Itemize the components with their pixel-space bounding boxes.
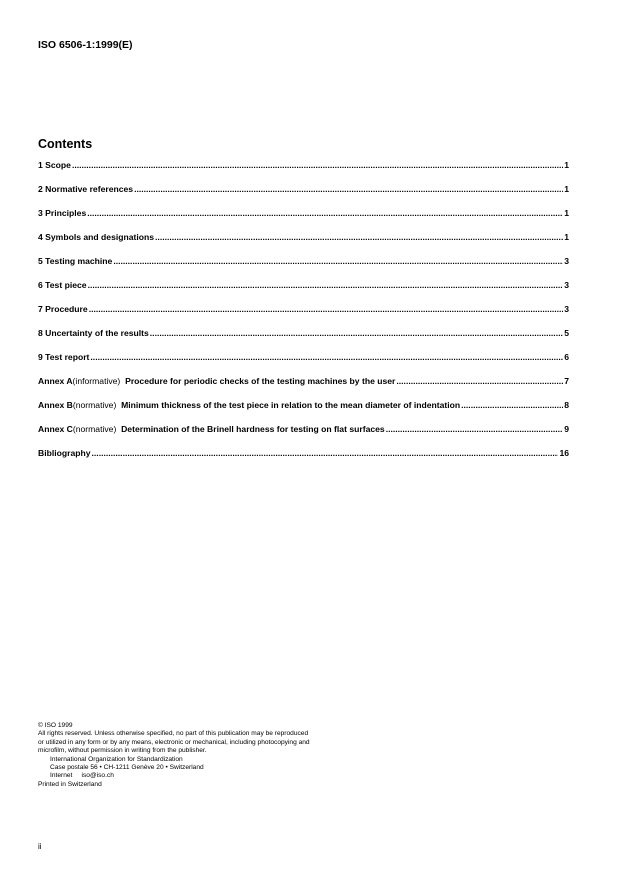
toc-entry-annex-type: (normative) [72,400,117,410]
copyright-line: microfilm, without permission in writing from the publisher. [38,747,207,755]
toc-entry-annex-a[interactable] [38,376,569,400]
toc-entry[interactable] [38,232,569,256]
toc-entry-page: 7 [564,376,569,386]
toc-entry-title: 4 Symbols and designations [38,232,155,242]
toc-entry-annex-label: Annex C [38,424,73,434]
toc-entry-title: 3 Principles [38,208,87,218]
toc-entry-title: 2 Normative references [38,184,134,194]
toc-entry-page: 1 [564,160,569,170]
toc-entry[interactable] [38,352,569,376]
toc-entry[interactable] [38,184,569,208]
toc-entry-title: 6 Test piece [38,280,87,290]
toc-entry-page: 1 [564,184,569,194]
toc-leader [396,377,563,386]
document-id: ISO 6506-1:1999(E) [38,39,133,51]
toc-entry-annex-title: Minimum thickness of the test piece in relation to the mean diameter of indentation [116,400,461,410]
toc-entry-annex-type: (informative) [72,376,121,386]
toc-leader [72,161,563,170]
toc-entry-title: 8 Uncertainty of the results [38,328,149,338]
toc-entry-page: 3 [564,256,569,266]
toc-entry-title: 7 Procedure [38,304,88,314]
toc-entry-annex-title: Determination of the Brinell hardness for testing on flat surfaces [116,424,385,434]
copyright-line: © ISO 1999 [38,722,73,729]
toc-leader [386,425,564,434]
toc-entry-page: 3 [564,304,569,314]
toc-entry-page: 1 [564,208,569,218]
toc-leader [89,305,564,314]
toc-entry-page: 6 [564,352,569,362]
toc-entry-annex-type: (normative) [72,424,117,434]
toc-entry-page: 9 [564,424,569,434]
toc-entry-page: 8 [564,400,569,410]
toc-entry[interactable] [38,160,569,184]
copyright-line: or utilized in any form or by any means, electronic or mechanical, including photocopying and [38,738,310,746]
toc-entry-title: 1 Scope [38,160,71,170]
toc-entry-page: 16 [559,448,569,458]
toc-entry-page: 1 [564,232,569,242]
organization-internet: Internet iso@iso.ch [50,772,114,780]
copyright-notice [38,722,310,789]
toc-entry[interactable] [38,304,569,328]
toc-leader [113,257,563,266]
toc-entry[interactable] [38,256,569,280]
contents-title: Contents [38,137,93,151]
toc-leader [90,353,563,362]
toc-entry-page: 5 [564,328,569,338]
copyright-line: All rights reserved. Unless otherwise specified, no part of this publication may be reproduced [38,730,309,738]
toc-leader [150,329,563,338]
toc-leader [87,209,563,218]
table-of-contents [38,160,569,472]
toc-entry[interactable] [38,448,569,472]
toc-entry-annex-label: Annex B [38,400,73,410]
toc-entry-page: 3 [564,280,569,290]
toc-leader [461,401,563,410]
toc-entry-annex-c[interactable] [38,424,569,448]
toc-leader [88,281,564,290]
toc-leader [134,185,563,194]
toc-entry[interactable] [38,280,569,304]
organization-address: Case postale 56 • CH-1211 Genève 20 • Switzerland [50,764,204,772]
page-number: ii [38,842,42,851]
toc-entry[interactable] [38,208,569,232]
toc-entry-annex-title: Procedure for periodic checks of the testing machines by the user [120,376,396,386]
printed-in: Printed in Switzerland [38,780,102,788]
toc-leader [155,233,563,242]
toc-entry-annex-label: Annex A [38,376,73,386]
toc-entry-title: Bibliography [38,448,91,458]
toc-entry[interactable] [38,328,569,352]
toc-entry-title: 9 Test report [38,352,90,362]
toc-entry-title: 5 Testing machine [38,256,113,266]
toc-leader [92,449,559,458]
toc-entry-annex-b[interactable] [38,400,569,424]
organization-name: International Organization for Standardization [50,755,183,763]
